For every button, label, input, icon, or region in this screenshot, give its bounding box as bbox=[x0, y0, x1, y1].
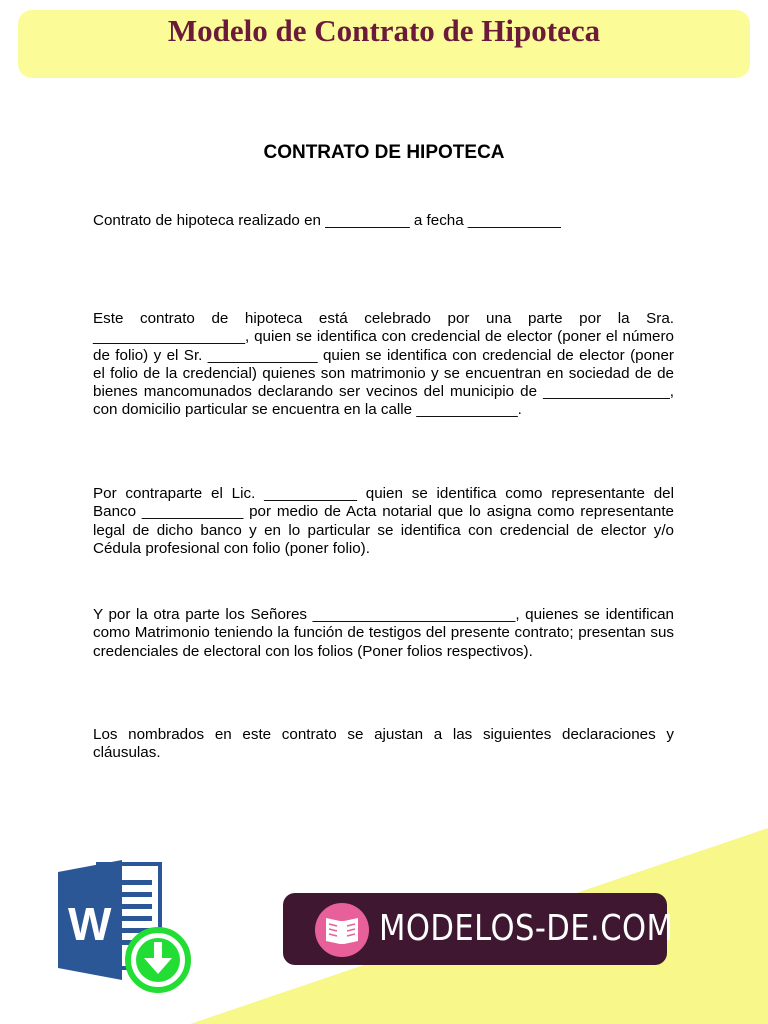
title-banner bbox=[18, 10, 750, 78]
banner-title: Modelo de Contrato de Hipoteca bbox=[167, 13, 601, 48]
paragraph-parties: Este contrato de hipoteca está celebrado por una parte por la Sra. __________________, quien se identifica con credencial de elector (poner el número de folio) y el Sr. _____________ quien se identifica con credencial de elector (poner el folio de la credencial) quienes son matrimonio y se encuentran en sociedad de de bienes mancomunados declarando ser vecinos del municipio de _______________, con domicilio particular se encuentra en la calle ____________. bbox=[93, 310, 674, 419]
paragraph-counterpart: Por contraparte el Lic. ___________ quien se identifica como representante del Banco ____________ por medio de Acta notarial que lo asigna como representante legal de dicho banco y en lo particular se identifica con credencial de elector y/o Cédula profesional con folio (poner folio). bbox=[93, 485, 674, 557]
open-book-icon bbox=[324, 914, 360, 946]
brand-logo bbox=[315, 903, 369, 957]
brand-banner[interactable] bbox=[283, 893, 674, 965]
word-download-icon[interactable] bbox=[58, 858, 194, 1000]
paragraph-intro: Contrato de hipoteca realizado en __________ a fecha ___________ bbox=[93, 212, 561, 229]
document-heading: CONTRATO DE HIPOTECA bbox=[263, 142, 505, 163]
brand-text: MODELOS-DE.COM bbox=[379, 908, 674, 949]
paragraph-witnesses: Y por la otra parte los Señores ________________________, quienes se identifican como Matrimonio teniendo la función de testigos del presente contrato; presentan sus credenciales de electoral con los folios (Poner folios respectivos). bbox=[93, 606, 674, 660]
svg-text:W: W bbox=[68, 898, 112, 950]
paragraph-declarations: Los nombrados en este contrato se ajustan a las siguientes declaraciones y cláusulas. bbox=[93, 726, 674, 762]
